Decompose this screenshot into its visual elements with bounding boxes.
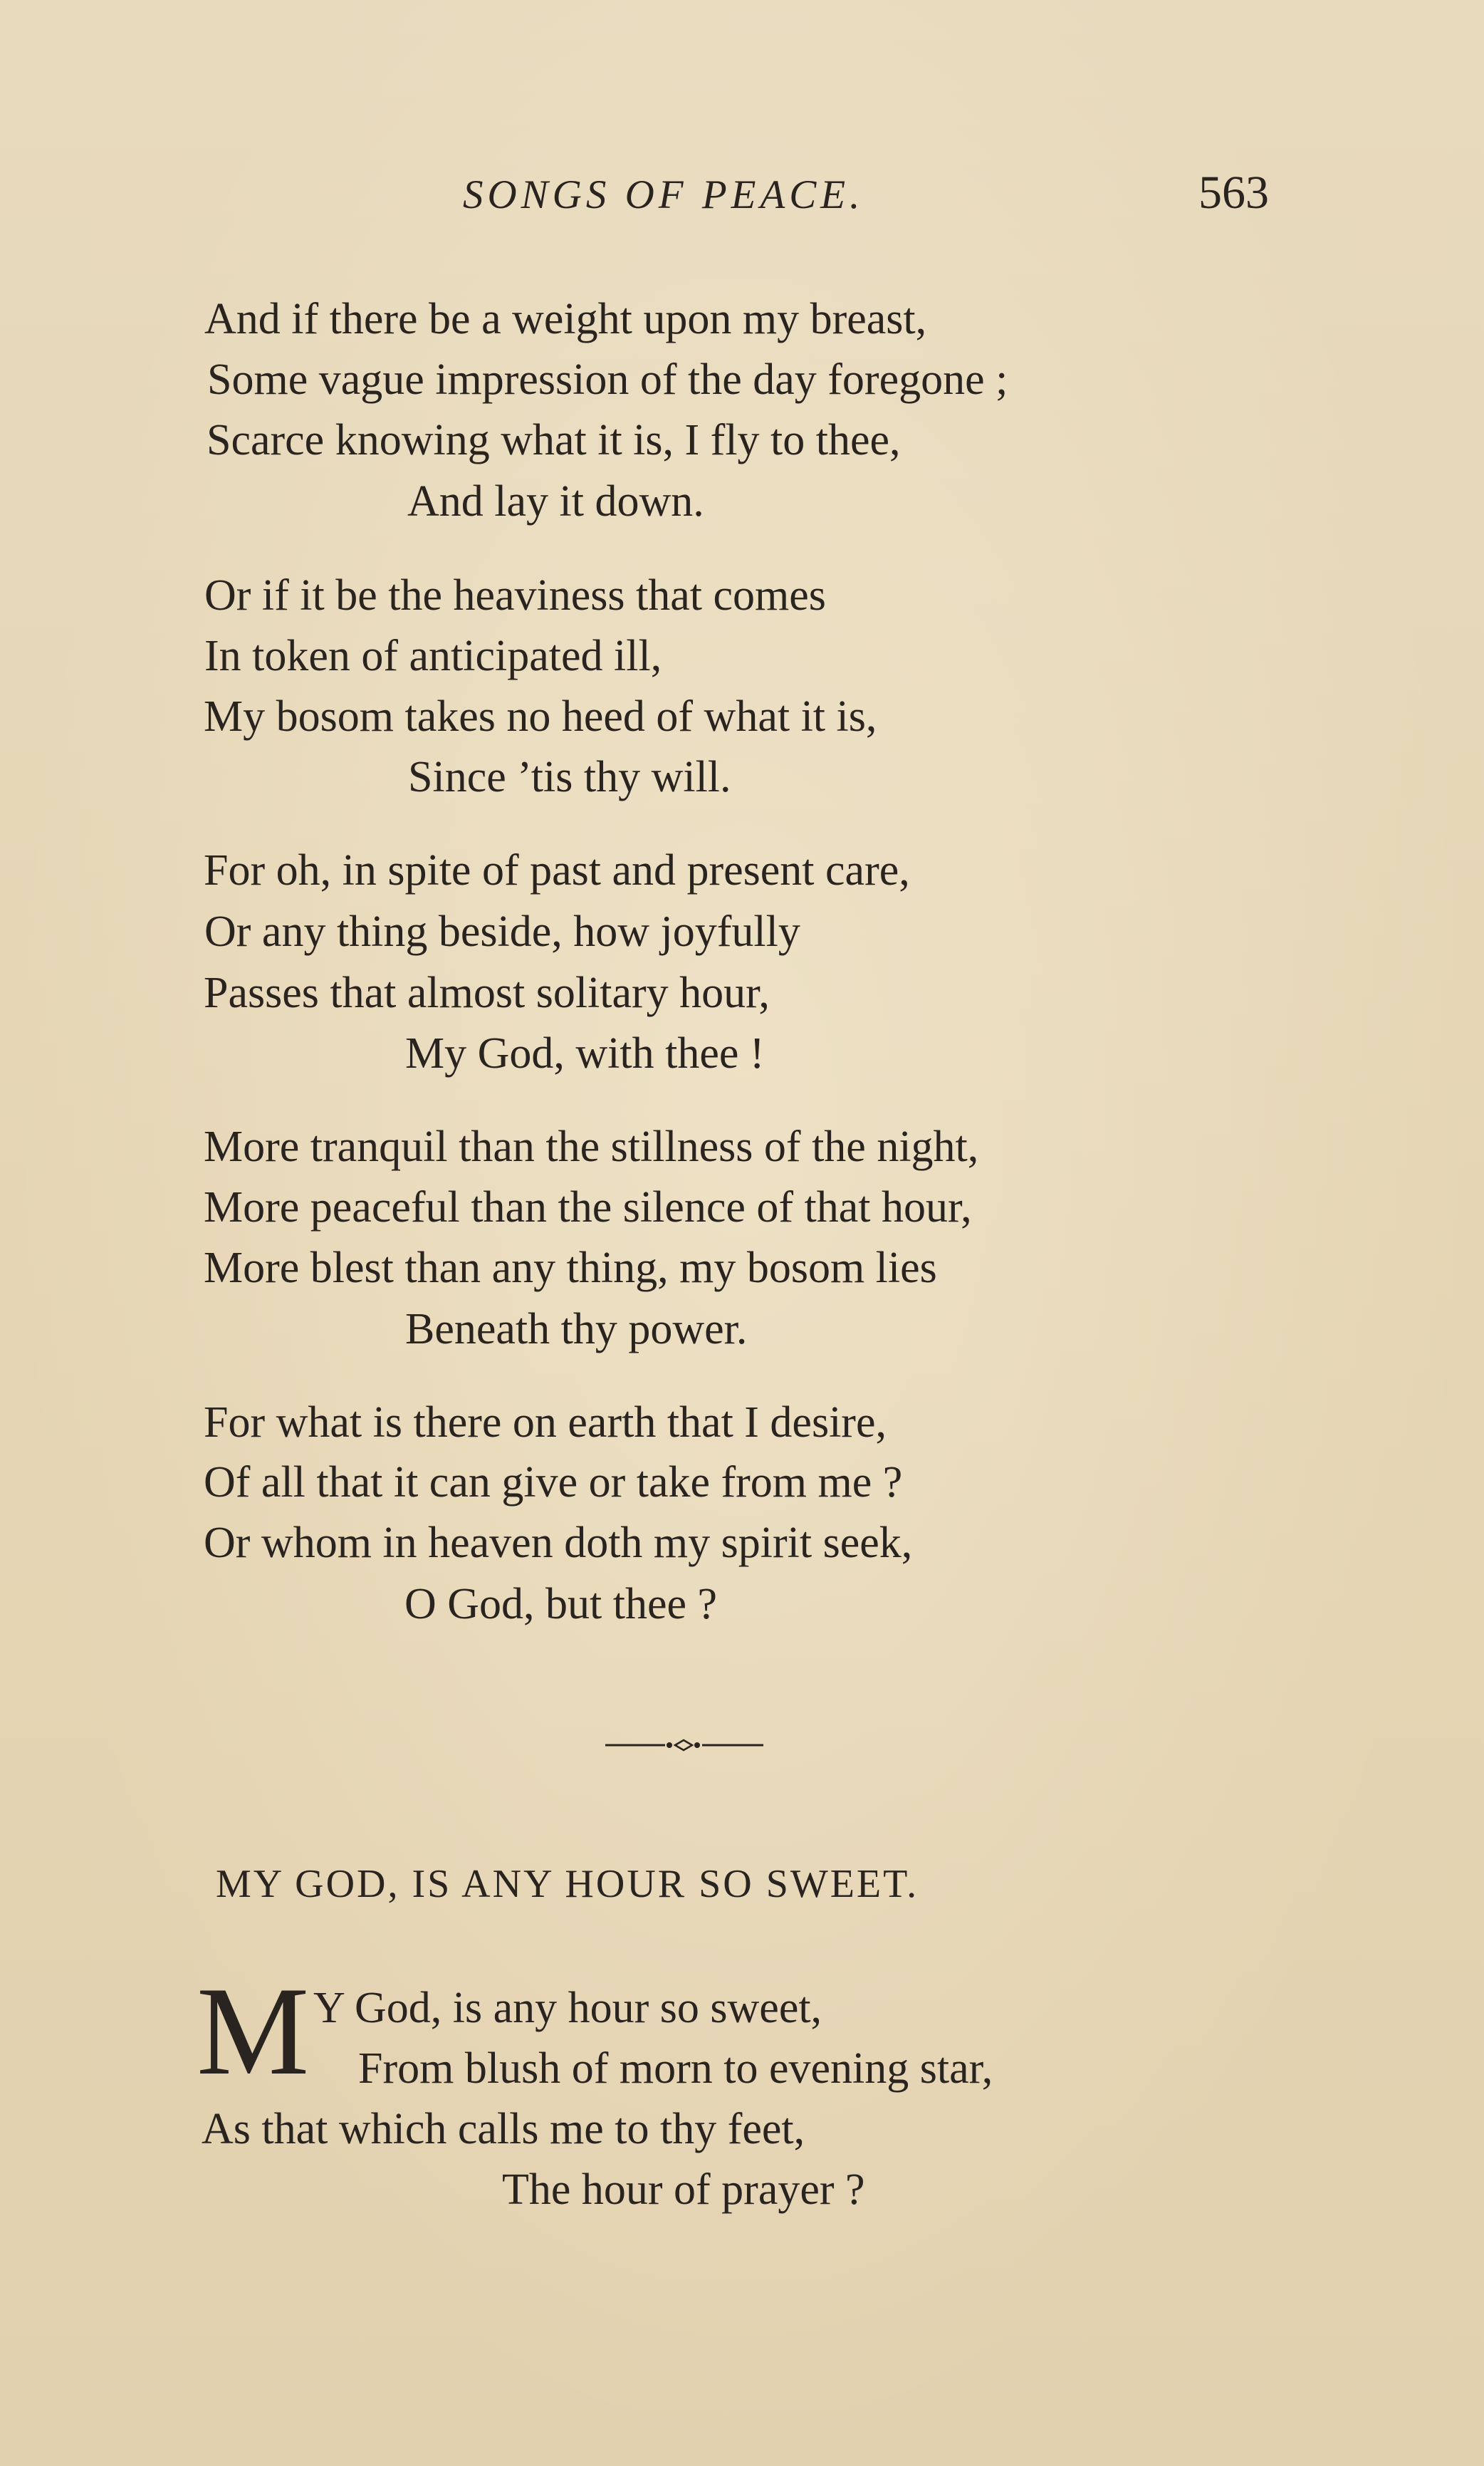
poem-line: Or whom in heaven doth my spirit seek, — [204, 1519, 913, 1567]
poem-line: More tranquil than the stillness of the night, — [204, 1123, 979, 1171]
poem-line: From blush of morn to evening star, — [358, 2044, 993, 2093]
poem-line: Beneath thy power. — [405, 1305, 748, 1353]
poem-line: Scarce knowing what it is, I fly to thee, — [207, 416, 901, 464]
poem-line: Or any thing beside, how joyfully — [204, 907, 800, 956]
poem-line: More peaceful than the silence of that hour, — [204, 1183, 972, 1232]
ornamental-divider — [604, 1738, 765, 1752]
poem-line: Y God, is any hour so sweet, — [313, 1984, 822, 2032]
running-head-title: SONGS OF PEACE. — [463, 172, 864, 217]
poem-line: My bosom takes no heed of what it is, — [204, 692, 877, 741]
poem-line: Of all that it can give or take from me ? — [204, 1458, 903, 1507]
poem-line: Some vague impression of the day foregone ; — [207, 355, 1008, 404]
poem-title: MY GOD, IS ANY HOUR SO SWEET. — [216, 1862, 919, 1906]
poem-line: O God, but thee ? — [404, 1580, 718, 1628]
poem-line: The hour of prayer ? — [502, 2165, 865, 2214]
poem-line: For oh, in spite of past and present care, — [204, 846, 910, 895]
poem-line: As that which calls me to thy feet, — [202, 2105, 805, 2153]
poem-line: Since ’tis thy will. — [408, 753, 731, 801]
poem-line: And lay it down. — [407, 477, 704, 526]
page-number: 563 — [1198, 167, 1269, 219]
poem-line: More blest than any thing, my bosom lies — [204, 1244, 937, 1292]
poem-line: Passes that almost solitary hour, — [204, 969, 770, 1017]
poem-line: In token of anticipated ill, — [204, 632, 662, 680]
poem-line: For what is there on earth that I desire, — [204, 1398, 887, 1447]
drop-cap: M — [197, 1960, 310, 2101]
poem-line: And if there be a weight upon my breast, — [204, 295, 927, 343]
poem-line: My God, with thee ! — [405, 1029, 765, 1078]
poem-line: Or if it be the heaviness that comes — [204, 571, 826, 620]
